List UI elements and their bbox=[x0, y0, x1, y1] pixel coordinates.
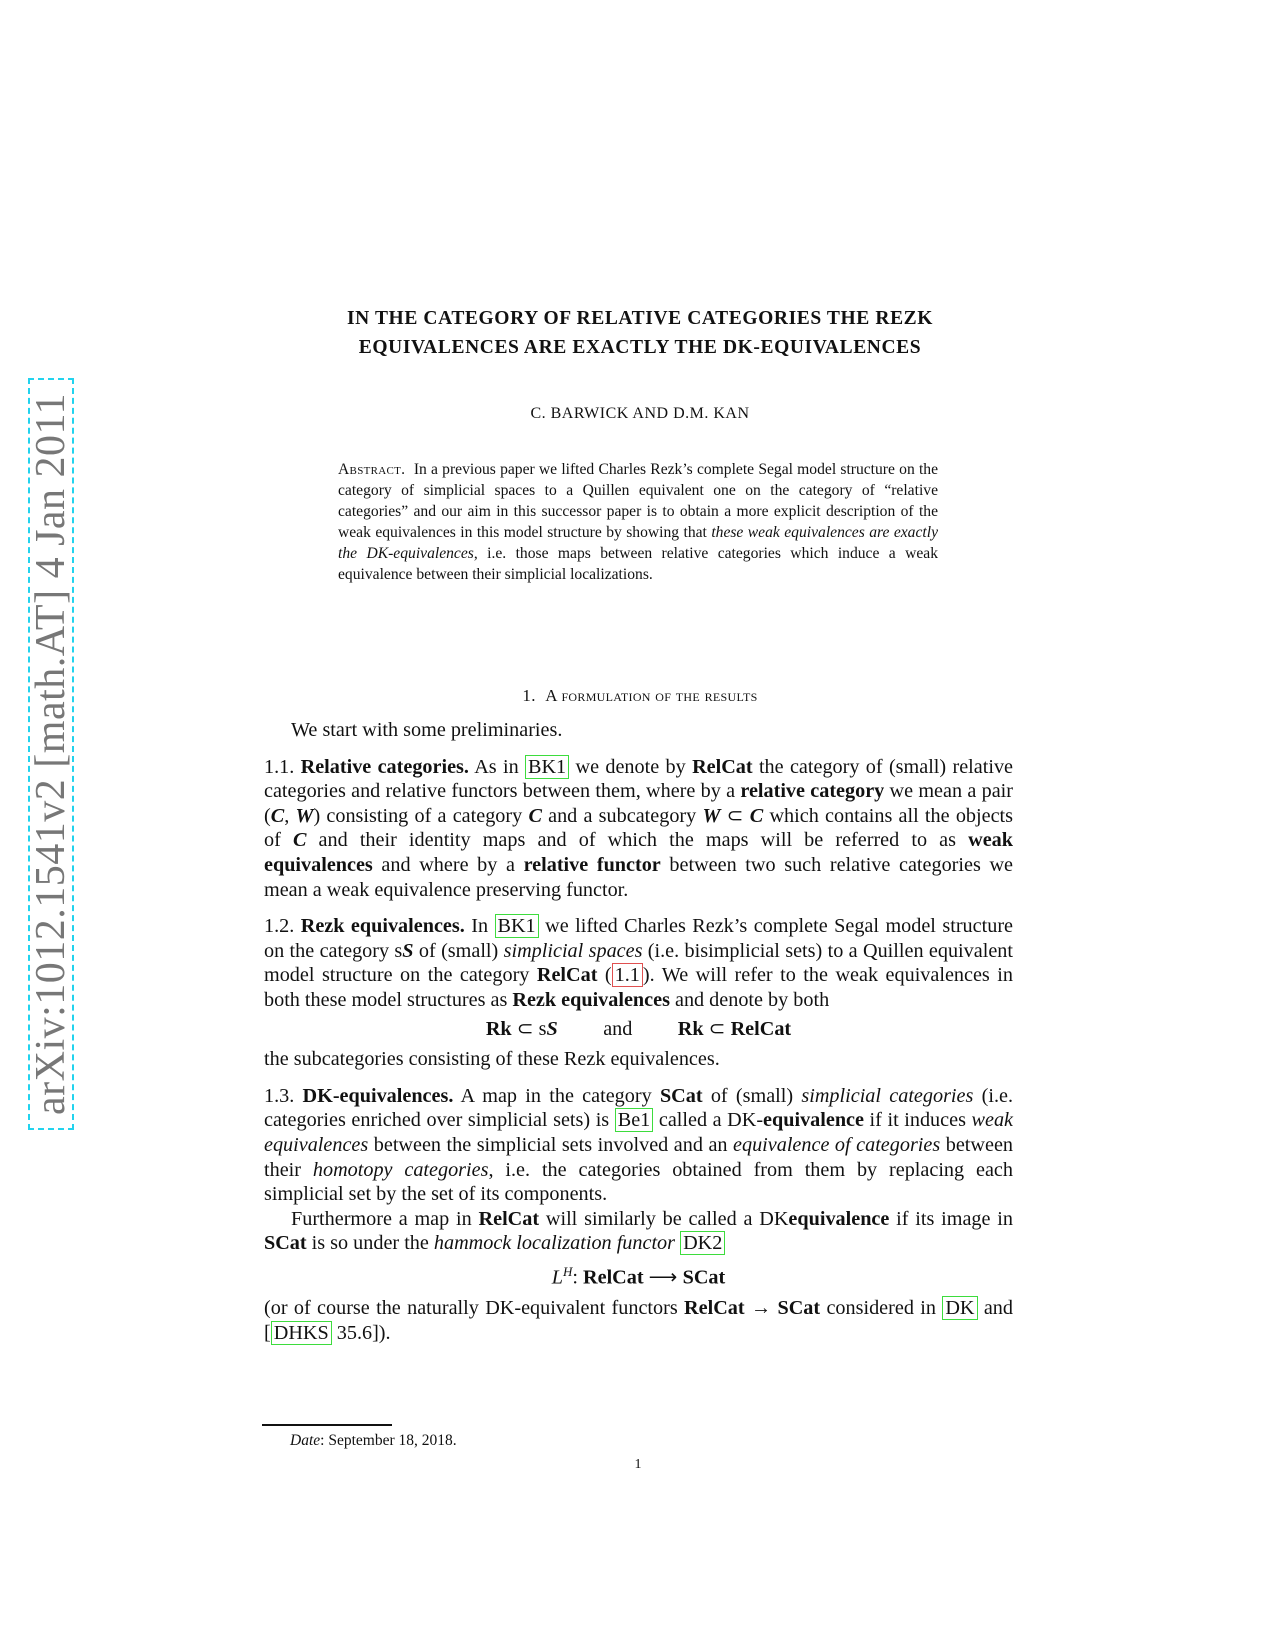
citation-dhks[interactable]: DHKS bbox=[271, 1321, 332, 1345]
paper-title bbox=[240, 304, 1040, 362]
body-text bbox=[264, 718, 1013, 1345]
para-heading: Rezk equivalences. bbox=[300, 915, 465, 938]
paragraph-1-3: 1.3. DK-equivalences. A map in the category SCat of (small) simplicial categories (i.e. categories enriched over simplicial sets) is Be1 called a DK-equivalence if it induces weak equivalences between the simplicial sets involved and an equivalence of categories between their homotopy categories, i.e. the categories obtained from them by replacing each simplicial set by the set of its components. bbox=[264, 1084, 1014, 1206]
display-equation-rk: Rk ⊂ sS and Rk ⊂ RelCat bbox=[485, 1017, 792, 1040]
citation-be1[interactable]: Be1 bbox=[615, 1108, 654, 1132]
section-number: 1. bbox=[522, 686, 536, 705]
citation-dk[interactable]: DK bbox=[942, 1296, 977, 1320]
arxiv-stamp-text: arXiv:1012.1541v2 [math.AT] 4 Jan 2011 bbox=[28, 392, 74, 1116]
para-number: 1.3. bbox=[264, 1084, 295, 1107]
footnote-rule bbox=[262, 1424, 392, 1426]
citation-dk2[interactable]: DK2 bbox=[680, 1231, 725, 1255]
page-number: 1 bbox=[634, 1457, 642, 1472]
paragraph-1-3-end: (or of course the naturally DK-equivalent functors RelCat → SCat considered in DK and [ DHKS 35.6]). bbox=[264, 1297, 1013, 1344]
title-line-1: IN THE CATEGORY OF RELATIVE CATEGORIES THE REZK bbox=[346, 308, 934, 329]
footnote bbox=[290, 1432, 457, 1450]
section-title: A formulation of the results bbox=[545, 686, 758, 705]
abstract-label: Abstract. bbox=[338, 461, 406, 478]
paragraph-1-2: 1.2. Rezk equivalences. In BK1 we lifted Charles Rezk’s complete Segal model structure on the category sS of (small) simplicial spaces (i.e. bisimplicial sets) to a Quillen equivalent model structure on the category RelCat ( 1.1 ). We will refer to the weak equivalences in both these model structures as Rezk equivalences and denote by both bbox=[264, 915, 1013, 1011]
para-number: 1.2. bbox=[264, 915, 295, 938]
paragraph-1-2-cont: the subcategories consisting of these Rezk equivalences. bbox=[264, 1048, 720, 1071]
citation-bk1[interactable]: BK1 bbox=[525, 755, 569, 779]
display-equation-lh: $L^H$: RelCat ⟶ SCat bbox=[551, 1263, 726, 1289]
abstract-emphasis: these weak equivalences are exactly the DK-equivalences bbox=[338, 524, 938, 562]
abstract bbox=[338, 459, 938, 585]
abstract-text-2: , i.e. those maps between relative categories which induce a weak equivalence between their simplicial localizations. bbox=[338, 545, 938, 583]
reference-1-1[interactable]: 1.1 bbox=[612, 963, 643, 987]
arxiv-stamp bbox=[28, 378, 74, 1130]
para-number: 1.1. bbox=[264, 755, 295, 778]
paragraph-1-3-cont: Furthermore a map in RelCat will similarly be called a DKequivalence if its image in SCat is so under the hammock localization functor DK2 bbox=[264, 1207, 1013, 1255]
title-line-2: EQUIVALENCES ARE EXACTLY THE DK-EQUIVALENCES bbox=[358, 337, 922, 358]
para-heading: DK-equivalences. bbox=[302, 1084, 454, 1107]
footnote-text: : September 18, 2018. bbox=[320, 1432, 457, 1449]
authors: C. BARWICK AND D.M. KAN bbox=[530, 405, 750, 422]
intro-paragraph: We start with some preliminaries. bbox=[291, 719, 563, 741]
footnote-label: Date bbox=[290, 1432, 321, 1449]
paragraph-1-1: 1.1. Relative categories. As in BK1 we denote by RelCat the category of (small) relative categories and relative functors between them, where by a relative category we mean a pair (C, W) consisting of a category C and a subcategory W ⊂ C which contains all the objects of C and their identity maps and of which the maps will be referred to as weak equivalences and where by a relative functor between two such relative categories we mean a weak equivalence preserving functor. bbox=[264, 755, 1014, 901]
abstract-text-1: In a previous paper we lifted Charles Rezk’s complete Segal model structure on the category of simplicial spaces to a Quillen equivalent one on the category of “relative categories” and our aim in this successor paper is to obtain a more explicit description of the weak equivalences in this model structure by showing that bbox=[338, 461, 939, 541]
section-heading bbox=[240, 686, 1040, 706]
citation-bk1[interactable]: BK1 bbox=[495, 914, 539, 938]
para-heading: Relative categories. bbox=[300, 755, 469, 778]
